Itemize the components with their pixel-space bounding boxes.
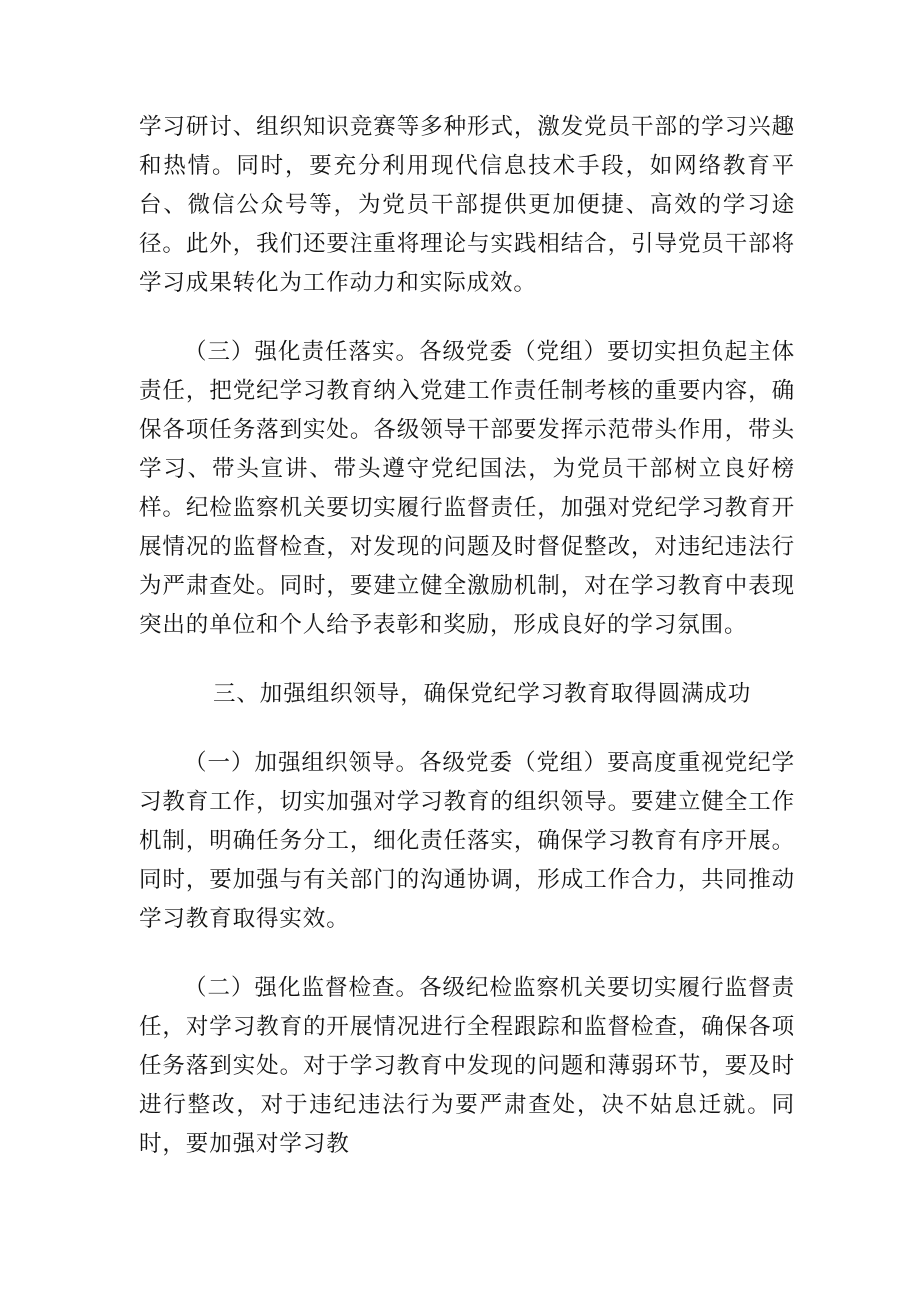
- paragraph-supervision: （二）强化监督检查。各级纪检监察机关要切实履行监督责任，对学习教育的开展情况进行全程跟踪和监督检查，确保各项任务落到实处。对于学习教育中发现的问题和薄弱环节，要及时进行整改，对于违纪违法行为要严肃查处，决不姑息迁就。同时，要加强对学习教: [139, 975, 795, 1157]
- document-body: [139, 108, 795, 1194]
- paragraph-organization-leadership: （一）加强组织领导。各级党委（党组）要高度重视党纪学习教育工作，切实加强对学习教育的组织领导。要建立健全工作机制，明确任务分工，细化责任落实，确保学习教育有序开展。同时，要加强与有关部门的沟通协调，形成工作合力，共同推动学习教育取得实效。: [139, 750, 795, 932]
- paragraph-responsibility: （三）强化责任落实。各级党委（党组）要切实担负起主体责任，把党纪学习教育纳入党建工作责任制考核的重要内容，确保各项任务落到实处。各级领导干部要发挥示范带头作用，带头学习、带头宣讲、带头遵守党纪国法，为党员干部树立良好榜样。纪检监察机关要切实履行监督责任，加强对党纪学习教育开展情况的监督检查，对发现的问题及时督促整改，对违纪违法行为严肃查处。同时，要建立健全激励机制，对在学习教育中表现突出的单位和个人给予表彰和奖励，形成良好的学习氛围。: [139, 339, 795, 638]
- paragraph-continuation: 学习研讨、组织知识竞赛等多种形式，激发党员干部的学习兴趣和热情。同时，要充分利用现代信息技术手段，如网络教育平台、微信公众号等，为党员干部提供更加便捷、高效的学习途径。此外，我们还要注重将理论与实践相结合，引导党员干部将学习成果转化为工作动力和实际成效。: [139, 114, 795, 296]
- section-heading: 三、加强组织领导，确保党纪学习教育取得圆满成功: [213, 681, 752, 707]
